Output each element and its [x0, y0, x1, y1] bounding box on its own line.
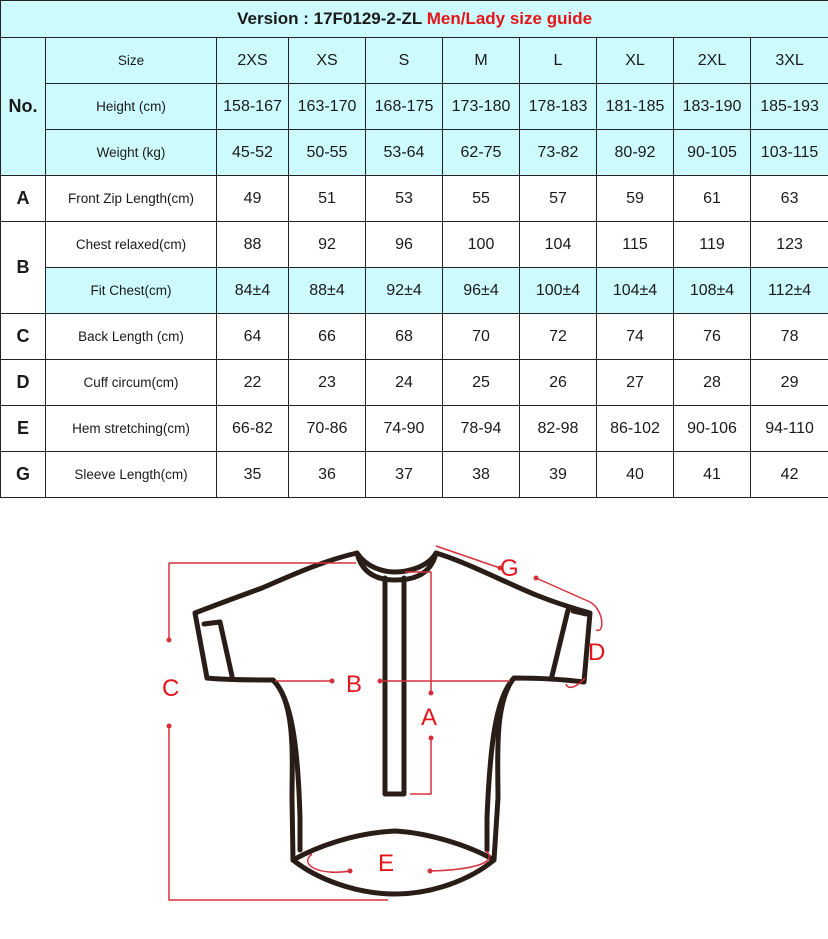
title-version: Version : 17F0129-2-ZL	[237, 9, 422, 28]
table-row	[1, 222, 828, 268]
row-code: G	[1, 452, 46, 498]
height-cell: 168-175	[366, 84, 443, 130]
table-row	[1, 268, 828, 314]
table-cell: 100±4	[520, 268, 597, 314]
height-cell: 158-167	[217, 84, 289, 130]
table-cell: 104±4	[597, 268, 674, 314]
table-cell: 25	[443, 360, 520, 406]
table-cell: 28	[674, 360, 751, 406]
title-size-guide: Men/Lady size guide	[427, 9, 592, 28]
size-2xl: 2XL	[674, 38, 751, 84]
table-cell: 66	[289, 314, 366, 360]
jersey-diagram	[0, 497, 828, 939]
row-label: Hem stretching(cm)	[46, 406, 217, 452]
table-cell: 51	[289, 176, 366, 222]
size-xl: XL	[597, 38, 674, 84]
row-label: Back Length (cm)	[46, 314, 217, 360]
weight-cell: 73-82	[520, 130, 597, 176]
table-cell: 115	[597, 222, 674, 268]
table-row	[1, 314, 828, 360]
size-l: L	[520, 38, 597, 84]
table-cell: 82-98	[520, 406, 597, 452]
height-cell: 163-170	[289, 84, 366, 130]
height-cell: 178-183	[520, 84, 597, 130]
table-cell: 74	[597, 314, 674, 360]
table-cell: 70	[443, 314, 520, 360]
table-cell: 92±4	[366, 268, 443, 314]
table-cell: 36	[289, 452, 366, 498]
height-cell: 183-190	[674, 84, 751, 130]
weight-cell: 103-115	[751, 130, 828, 176]
weight-cell: 62-75	[443, 130, 520, 176]
weight-cell: 50-55	[289, 130, 366, 176]
table-cell: 96±4	[443, 268, 520, 314]
table-cell: 26	[520, 360, 597, 406]
weight-row	[1, 130, 828, 176]
label-e: E	[378, 852, 394, 876]
table-cell: 74-90	[366, 406, 443, 452]
size-s: S	[366, 38, 443, 84]
table-cell: 96	[366, 222, 443, 268]
table-cell: 119	[674, 222, 751, 268]
table-cell: 64	[217, 314, 289, 360]
table-cell: 123	[751, 222, 828, 268]
table-cell: 90-106	[674, 406, 751, 452]
table-cell: 70-86	[289, 406, 366, 452]
jersey-outline-icon	[0, 498, 828, 938]
size-row	[1, 38, 828, 84]
table-title	[1, 1, 828, 38]
row-code: E	[1, 406, 46, 452]
table-cell: 29	[751, 360, 828, 406]
table-cell: 27	[597, 360, 674, 406]
no-header: No.	[1, 38, 46, 176]
table-row	[1, 406, 828, 452]
height-cell: 185-193	[751, 84, 828, 130]
title-row	[1, 1, 828, 38]
row-label: Sleeve Length(cm)	[46, 452, 217, 498]
table-cell: 22	[217, 360, 289, 406]
table-cell: 92	[289, 222, 366, 268]
table-cell: 112±4	[751, 268, 828, 314]
table-cell: 35	[217, 452, 289, 498]
row-label: Cuff circum(cm)	[46, 360, 217, 406]
table-cell: 100	[443, 222, 520, 268]
table-cell: 88	[217, 222, 289, 268]
label-a: A	[421, 706, 437, 730]
table-cell: 61	[674, 176, 751, 222]
size-xs: XS	[289, 38, 366, 84]
table-cell: 63	[751, 176, 828, 222]
table-cell: 76	[674, 314, 751, 360]
table-cell: 55	[443, 176, 520, 222]
table-cell: 42	[751, 452, 828, 498]
table-cell: 94-110	[751, 406, 828, 452]
table-cell: 24	[366, 360, 443, 406]
weight-cell: 90-105	[674, 130, 751, 176]
row-code: A	[1, 176, 46, 222]
weight-label: Weight (kg)	[46, 130, 217, 176]
row-code: D	[1, 360, 46, 406]
row-label: Front Zip Length(cm)	[46, 176, 217, 222]
table-cell: 37	[366, 452, 443, 498]
table-cell: 38	[443, 452, 520, 498]
table-row	[1, 176, 828, 222]
row-code: C	[1, 314, 46, 360]
table-cell: 84±4	[217, 268, 289, 314]
table-cell: 39	[520, 452, 597, 498]
table-cell: 23	[289, 360, 366, 406]
table-cell: 88±4	[289, 268, 366, 314]
height-cell: 173-180	[443, 84, 520, 130]
table-cell: 41	[674, 452, 751, 498]
label-b: B	[346, 673, 362, 697]
row-label: Fit Chest(cm)	[46, 268, 217, 314]
label-c: C	[162, 677, 179, 701]
height-cell: 181-185	[597, 84, 674, 130]
table-cell: 86-102	[597, 406, 674, 452]
size-2xs: 2XS	[217, 38, 289, 84]
size-3xl: 3XL	[751, 38, 828, 84]
weight-cell: 80-92	[597, 130, 674, 176]
table-cell: 78-94	[443, 406, 520, 452]
row-code: B	[1, 222, 46, 314]
table-cell: 72	[520, 314, 597, 360]
table-cell: 57	[520, 176, 597, 222]
table-cell: 53	[366, 176, 443, 222]
table-cell: 68	[366, 314, 443, 360]
table-cell: 40	[597, 452, 674, 498]
height-row	[1, 84, 828, 130]
height-label: Height (cm)	[46, 84, 217, 130]
label-d: D	[588, 641, 605, 665]
table-cell: 59	[597, 176, 674, 222]
row-label: Chest relaxed(cm)	[46, 222, 217, 268]
weight-cell: 45-52	[217, 130, 289, 176]
size-label: Size	[46, 38, 217, 84]
table-row	[1, 360, 828, 406]
weight-cell: 53-64	[366, 130, 443, 176]
table-cell: 108±4	[674, 268, 751, 314]
label-g: G	[500, 557, 519, 581]
table-cell: 78	[751, 314, 828, 360]
table-cell: 66-82	[217, 406, 289, 452]
size-m: M	[443, 38, 520, 84]
table-row	[1, 452, 828, 498]
table-cell: 104	[520, 222, 597, 268]
table-cell: 49	[217, 176, 289, 222]
